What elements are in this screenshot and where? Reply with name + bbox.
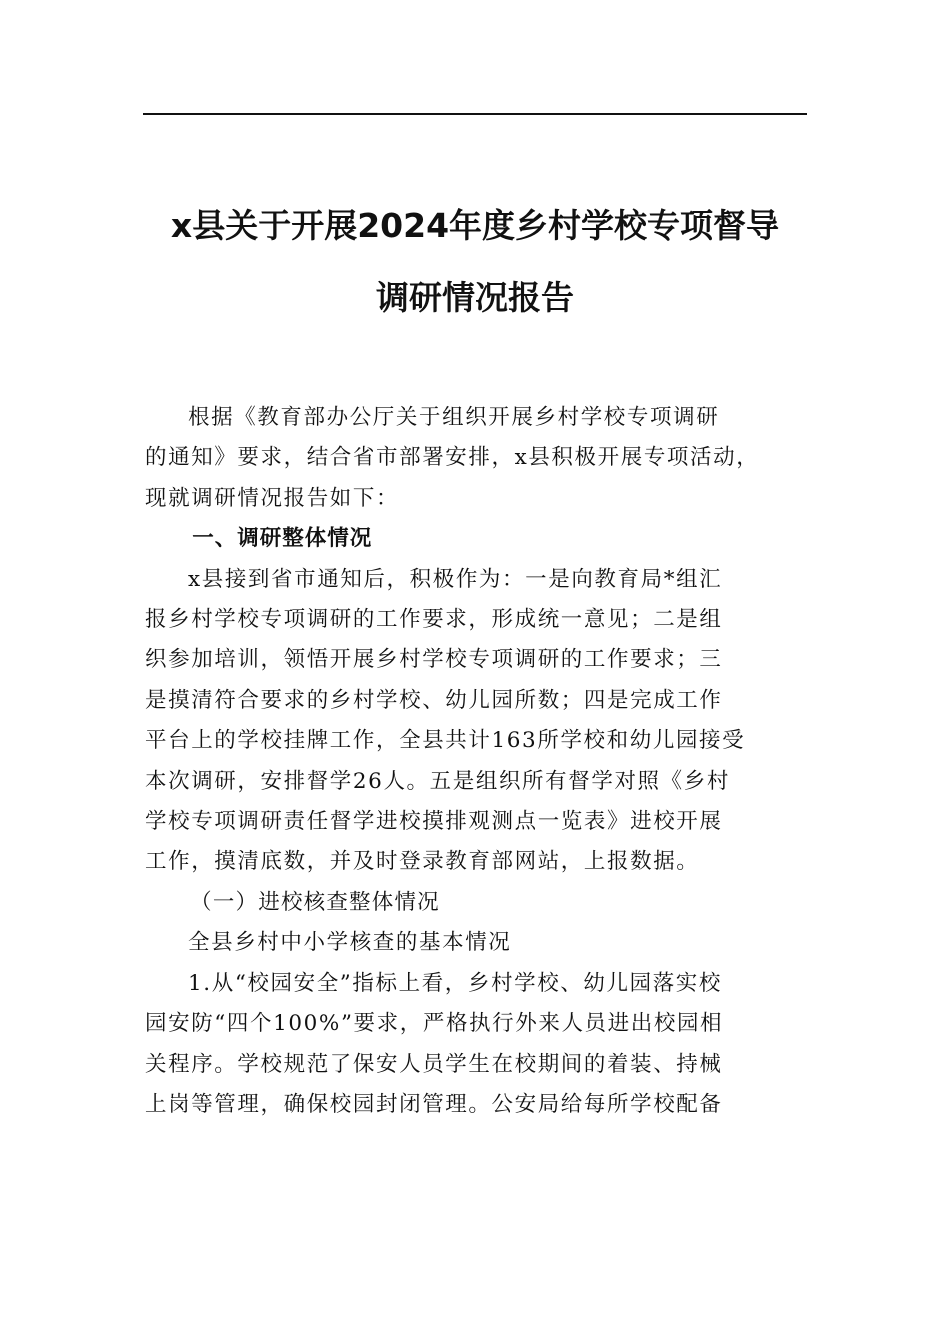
document-body [145,398,807,1125]
text-line: 根据《教育部办公厅关于组织开展乡村学校专项调研 [188,405,720,430]
text-line: 本次调研，安排督学26人。五是组织所有督学对照《乡村 [145,768,730,794]
title-line-1: x县关于开展2024年度乡村学校专项督导 [170,206,780,245]
header-rule [143,113,807,115]
text-line: x县接到省市通知后，积极作为：一是向教育局*组汇 [188,566,723,592]
section-heading: 一、调研整体情况 [192,526,373,552]
text-line: 的通知》要求，结合省市部署安排，x县积极开展专项活动， [145,445,760,471]
text-line: 关程序。学校规范了保安人员学生在校期间的着装、持械 [145,1051,723,1077]
subsection-intro: 全县乡村中小学核查的基本情况 [188,930,512,956]
text-line: 学校专项调研责任督学进校摸排观测点一览表》进校开展 [145,809,723,835]
title-line-2: 调研情况报告 [376,278,574,317]
text-line: 织参加培训，领悟开展乡村学校专项调研的工作要求；三 [145,647,723,673]
intro-paragraph [145,398,807,519]
text-line: 1.从“校园安全”指标上看，乡村学校、幼儿园落实校 [188,970,722,996]
text-line: 园安防“四个100%”要求，严格执行外来人员进出校园相 [145,1011,724,1037]
text-line: 平台上的学校挂牌工作，全县共计163所学校和幼儿园接受 [145,728,746,754]
text-line: 上岗等管理，确保校园封闭管理。公安局给每所学校配备 [145,1091,723,1117]
text-line: 报乡村学校专项调研的工作要求，形成统一意见；二是组 [145,607,723,633]
subsection-heading: （一）进校核查整体情况 [190,889,440,915]
text-line: 现就调研情况报告如下： [145,485,400,511]
point1-paragraph [145,964,807,1126]
section1-paragraph [145,560,807,883]
text-line: 工作，摸清底数，并及时登录教育部网站，上报数据。 [145,849,700,875]
document-title [143,190,807,334]
text-line: 是摸清符合要求的乡村学校、幼儿园所数；四是完成工作 [145,687,723,713]
